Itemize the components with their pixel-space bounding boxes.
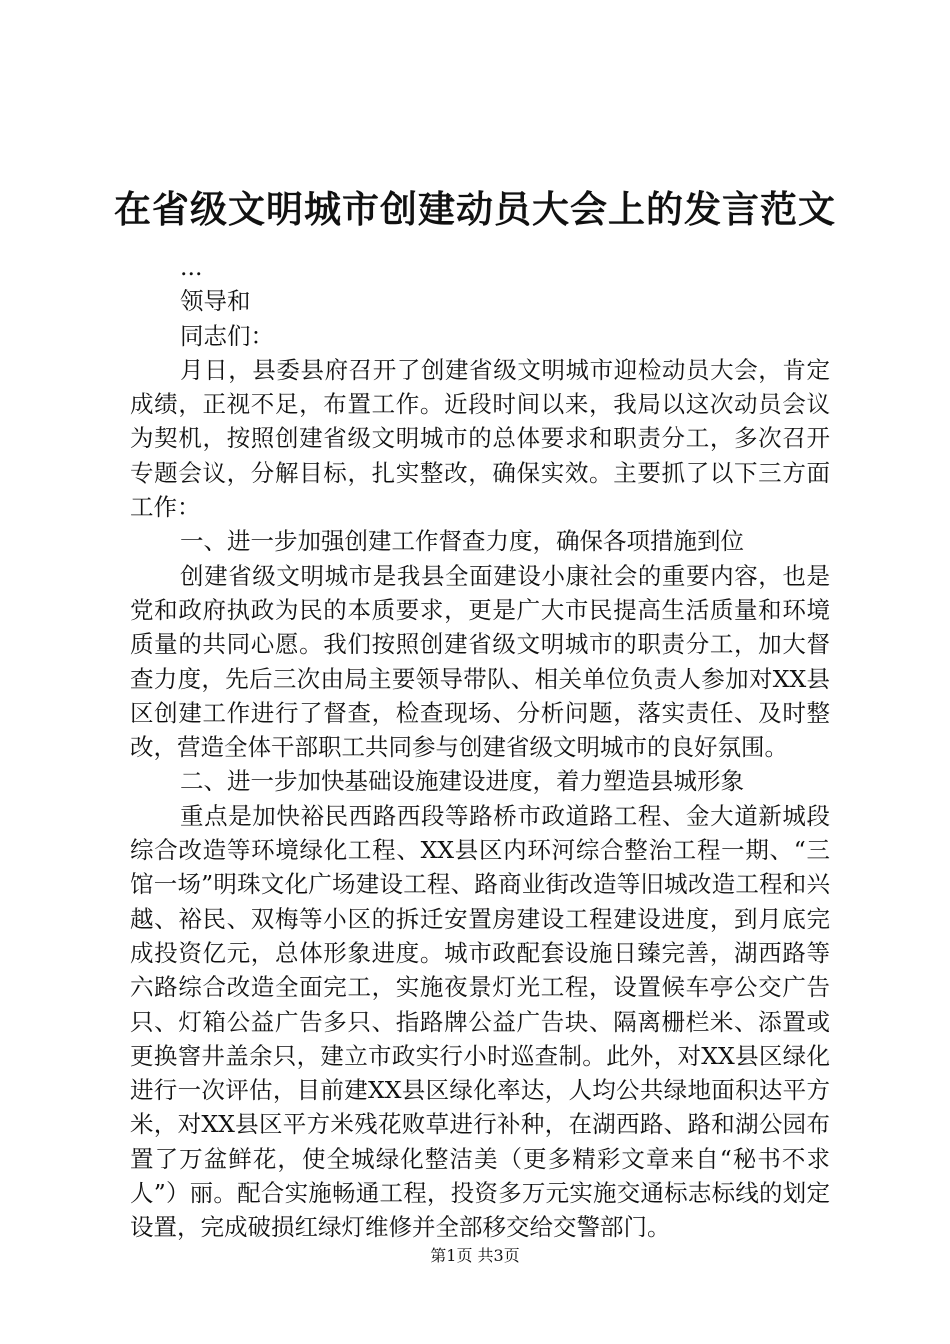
paragraph-intro: 月日，县委县府召开了创建省级文明城市迎检动员大会，肯定成绩，正视不足，布置工作。近段时间以来，我局以这次动员会议为契机，按照创建省级文明城市的总体要求和职责分工，多次召开专题会议，分解目标，扎实整改，确保实效。主要抓了以下三方面工作： <box>130 355 830 522</box>
salutation-comrades: 同志们： <box>180 321 274 350</box>
salutation-leaders: 领导和 <box>180 287 251 316</box>
document-title: 在省级文明城市创建动员大会上的发言范文 <box>114 187 836 231</box>
section-heading-2: 二、进一步加快基础设施建设进度，着力塑造县城形象 <box>180 767 744 796</box>
section-heading-1: 一、进一步加强创建工作督查力度，确保各项措施到位 <box>180 527 744 556</box>
page-number-footer: 第1页 共3页 <box>430 1246 520 1265</box>
document-body <box>130 250 830 1245</box>
paragraph-section-2: 重点是加快裕民西路西段等路桥市政道路工程、金大道新城段综合改造等环境绿化工程、XX县区内环河综合整治工程一期、“三馆一场”明珠文化广场建设工程、路商业街改造等旧城改造工程和兴越、裕民、双梅等小区的拆迁安置房建设工程建设进度，到月底完成投资亿元，总体形象进度。城市政配套设施日臻完善，湖西路等六路综合改造全面完工，实施夜景灯光工程，设置候车亭公交广告只、灯箱公益广告多只、指路牌公益广告块、隔离栅栏米、添置或更换窨井盖余只，建立市政实行小时巡查制。此外，对XX县区绿化进行一次评估，目前建XX县区绿化率达，人均公共绿地面积达平方米，对XX县区平方米残花败草进行补种，在湖西路、路和湖公园布置了万盆鲜花，使全城绿化整洁美（更多精彩文章来自“秘书不求人”）丽。配合实施畅通工程，投资多万元实施交通标志标线的划定设置，完成破损红绿灯维修并全部移交给交警部门。 <box>130 801 830 1242</box>
paragraph-section-1: 创建省级文明城市是我县全面建设小康社会的重要内容，也是党和政府执政为民的本质要求，更是广大市民提高生活质量和环境质量的共同心愿。我们按照创建省级文明城市的职责分工，加大督查力度，先后三次由局主要领导带队、相关单位负责人参加对XX县区创建工作进行了督查，检查现场、分析问题，落实责任、及时整改，营造全体干部职工共同参与创建省级文明城市的良好氛围。 <box>130 561 830 762</box>
ellipsis-line: ... <box>180 253 203 281</box>
